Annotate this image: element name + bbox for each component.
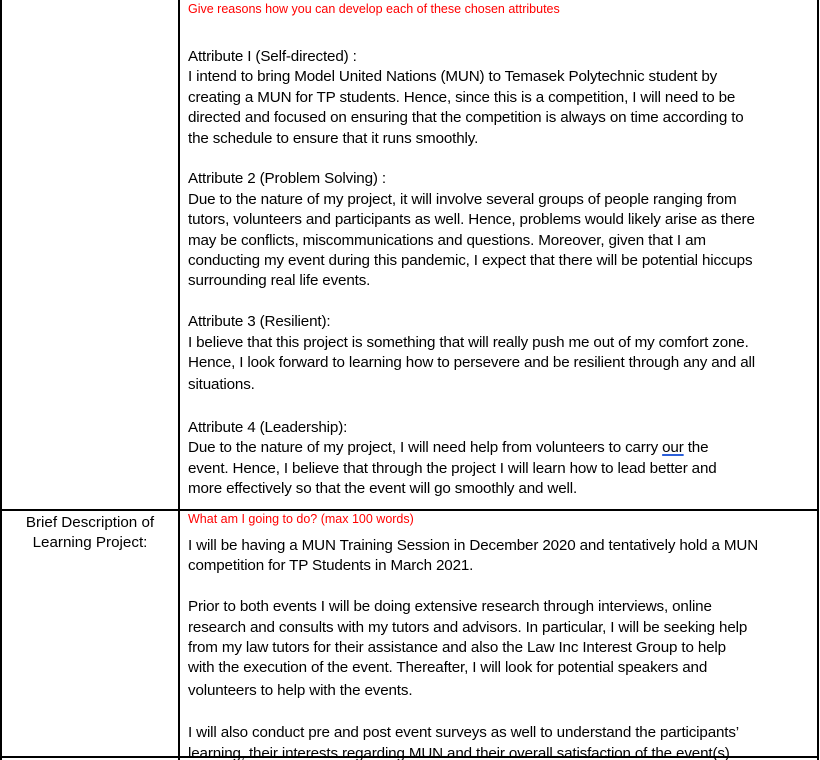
attribute-heading: Attribute 4 (Leadership):	[188, 418, 348, 436]
attribute-4	[188, 418, 816, 500]
row-label-line: Learning Project:	[32, 534, 148, 551]
attribute-text-line: may be conflicts, miscommunications and questions. Moreover, given that I am	[188, 231, 706, 249]
description-text-line: from my law tutors for their assistance and also the Law Inc Interest Group to help	[188, 639, 726, 657]
description-cell[interactable]	[188, 512, 816, 760]
attribute-2	[188, 169, 816, 291]
attribute-heading: Attribute 2 (Problem Solving) :	[188, 170, 386, 188]
text-segment: Due to the nature of my project, I will need help from volunteers to carry	[188, 439, 663, 457]
attribute-text-line: creating a MUN for TP students. Hence, since this is a competition, I will need to be	[188, 88, 736, 106]
attribute-text-line: conducting my event during this pandemic, I expect that there will be potential hiccups	[188, 252, 753, 270]
attribute-text-line	[188, 438, 816, 458]
attribute-text-line: event. Hence, I believe that through the project I will learn how to lead better and	[188, 459, 717, 477]
table-row-divider	[0, 509, 819, 511]
table-left-border	[0, 0, 2, 760]
attributes-prompt: Give reasons how you can develop each of these chosen attributes	[188, 2, 560, 16]
description-text-line: Prior to both events I will be doing extensive research through interviews, online	[188, 598, 712, 616]
row-label-line: Brief Description of	[25, 514, 155, 531]
text-segment: the	[683, 439, 709, 457]
description-text-line: research and consults with my tutors and advisors. In particular, I will be seeking help	[188, 618, 748, 636]
attribute-heading: Attribute I (Self-directed) :	[188, 48, 357, 65]
table-column-divider	[178, 0, 180, 760]
description-text-line: volunteers to help with the events.	[188, 681, 413, 699]
description-paragraph	[188, 723, 816, 760]
attribute-3	[188, 312, 816, 397]
attribute-text-line: Hence, I look forward to learning how to persevere and be resilient through any and all	[188, 354, 755, 372]
description-prompt: What am I going to do? (max 100 words)	[188, 512, 414, 526]
spellcheck-flagged-word[interactable]: our	[662, 439, 684, 457]
description-paragraph	[188, 536, 816, 577]
attribute-heading: Attribute 3 (Resilient):	[188, 313, 331, 331]
description-text-line: I will also conduct pre and post event surveys as well to understand the participants’	[188, 724, 740, 742]
attributes-cell[interactable]	[188, 2, 816, 499]
description-paragraph	[188, 597, 816, 703]
description-text-line: with the execution of the event. Thereafter, I will look for potential speakers and	[188, 659, 708, 677]
attribute-1	[188, 47, 816, 149]
description-text-line: learning, their interests regarding MUN and their overall satisfaction of the event(s).	[188, 744, 734, 760]
attribute-text-line: Due to the nature of my project, it will involve several groups of people ranging from	[188, 190, 737, 208]
description-label-cell	[2, 513, 178, 553]
attribute-text-line: the schedule to ensure that it runs smoothly.	[188, 129, 479, 147]
table-right-border	[817, 0, 819, 760]
description-text-line: I will be having a MUN Training Session in December 2020 and tentatively hold a MUN	[188, 537, 759, 554]
attribute-text-line: surrounding real life events.	[188, 272, 371, 290]
attribute-text-line: tutors, volunteers and participants as well. Hence, problems would likely arise as there	[188, 211, 755, 229]
attribute-text-line: I intend to bring Model United Nations (MUN) to Temasek Polytechnic student by	[188, 68, 718, 86]
attribute-text-line: directed and focused on ensuring that the competition is always on time according to	[188, 109, 744, 127]
description-text-line: competition for TP Students in March 2021.	[188, 557, 474, 575]
attribute-text-line: situations.	[188, 376, 255, 394]
attribute-text-line: I believe that this project is something that will really push me out of my comfort zone.	[188, 333, 749, 351]
attribute-text-line: more effectively so that the event will go smoothly and well.	[188, 480, 578, 498]
